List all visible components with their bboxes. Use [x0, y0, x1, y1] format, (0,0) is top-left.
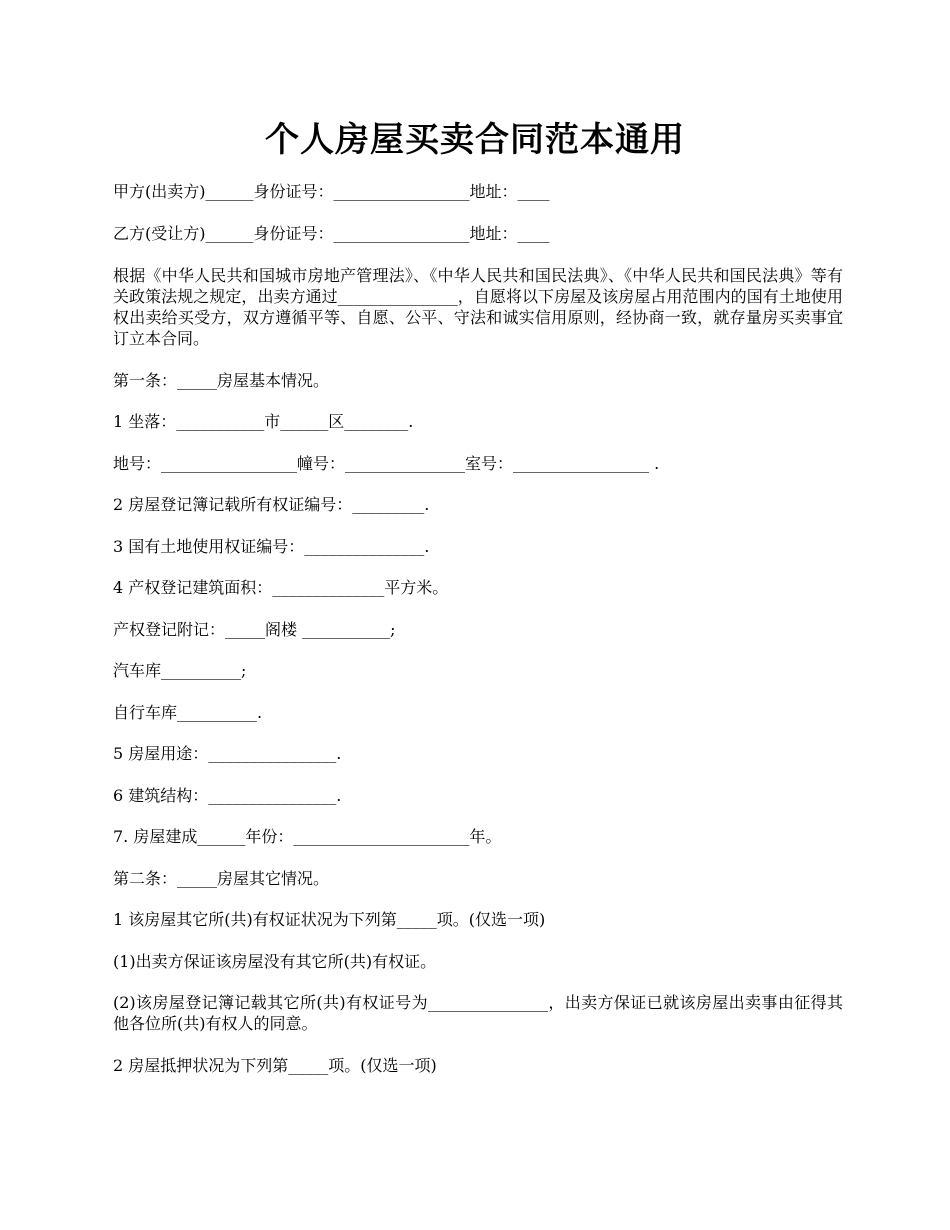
item-registration-note: 产权登记附记：_____阁楼 ___________;	[113, 620, 396, 639]
item-lot-number: 地号：_________________幢号：_______________室号：_________________ .	[113, 454, 660, 473]
preamble-paragraph: 根据《中华人民共和国城市房地产管理法》、《中华人民共和国民法典》、《中华人民共和国民法典》等有关政策法规之规定，出卖方通过_______________，自愿将以下房屋及该房屋占用范围内的国有土地使用权出卖给买受方，双方遵循平等、自愿、公平、守法和诚实信用原则，经协商一致，就存量房买卖事宜订立本合同。	[113, 266, 843, 348]
item-structure: 6 建筑结构：________________.	[113, 786, 342, 805]
item-location: 1 坐落：___________市______区________.	[113, 412, 414, 431]
party-a-line: 甲方(出卖方)______身份证号：_________________地址：____	[113, 182, 550, 201]
option-1-no-other-certs: (1)出卖方保证该房屋没有其它所(共)有权证。	[113, 952, 437, 971]
item-build-year: 7. 房屋建成______年份：______________________年。	[113, 827, 502, 846]
item-ownership-cert: 2 房屋登记簿记载所有权证编号：_________.	[113, 495, 430, 514]
item-floor-area: 4 产权登记建筑面积：______________平方米。	[113, 578, 449, 597]
party-b-line: 乙方(受让方)______身份证号：_________________地址：____	[113, 224, 550, 243]
item-usage: 5 房屋用途：________________.	[113, 744, 342, 763]
item-land-cert: 3 国有土地使用权证编号：_______________.	[113, 537, 430, 556]
item-bike-garage: 自行车库__________.	[113, 703, 263, 722]
item-garage: 汽车库__________;	[113, 661, 247, 680]
document-title: 个人房屋买卖合同范本通用	[265, 120, 685, 160]
article-1-heading: 第一条：_____房屋基本情况。	[113, 371, 330, 390]
article-2-heading: 第二条：_____房屋其它情况。	[113, 869, 330, 888]
item-mortgage-status: 2 房屋抵押状况为下列第_____项。(仅选一项)	[113, 1056, 437, 1075]
option-2-other-certs: (2)该房屋登记簿记载其它所(共)有权证号为_______________，出卖方保证已就该房屋出卖事由征得其他各位所(共)有权人的同意。	[113, 993, 843, 1033]
item-other-certs: 1 该房屋其它所(共)有权证状况为下列第_____项。(仅选一项)	[113, 910, 546, 929]
